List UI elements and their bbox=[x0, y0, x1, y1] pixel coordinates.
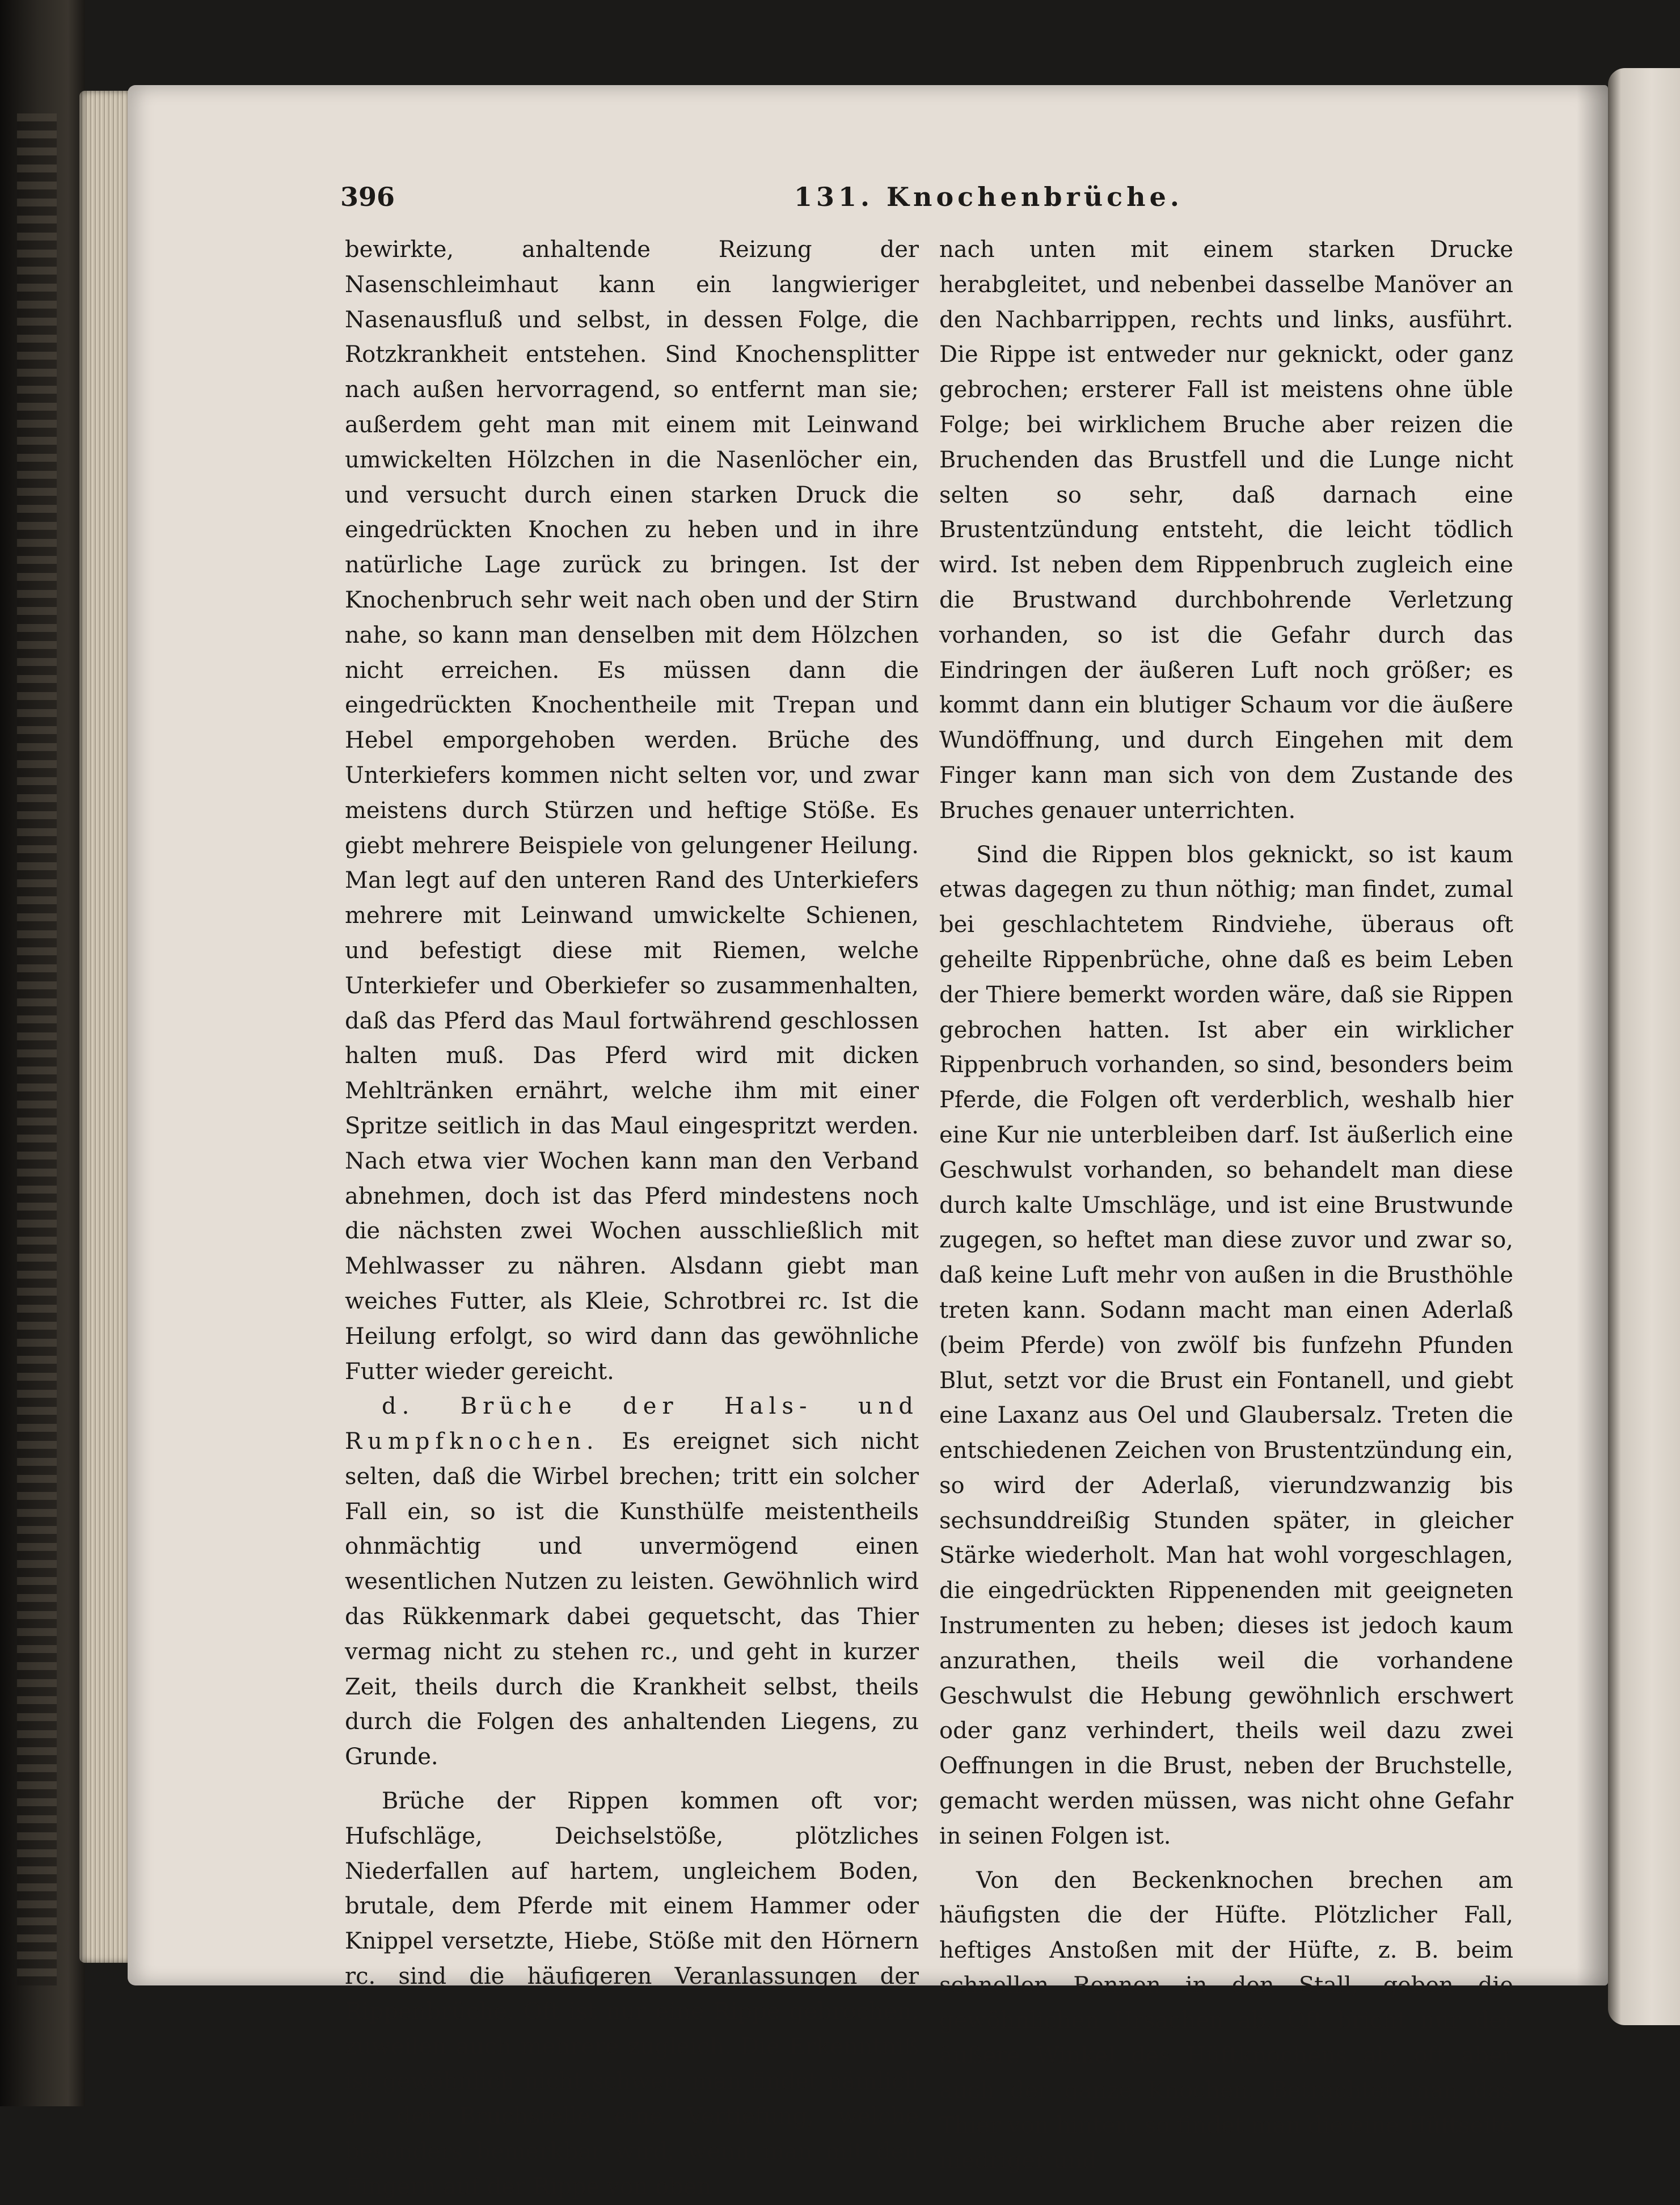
book-spine bbox=[0, 0, 85, 2106]
paragraph-rib-fractures: Brüche der Rippen kommen oft vor; Hufschläge, Deichselstöße, plötzliches Niederfallen auf hartem, ungleichem Boden, brutale, dem Pferde mit einem Hammer oder Knippel versetzte, Hiebe, Stöße mit den Hörnern rc. sind die häufigeren Veranlassungen der Rippenbrüche. Oft ist nur eine Rippe gebrochen, zuweilen auch mehrere zugleich. Die Erkenntniß ist gewöhnlich nicht schwer; man findet nämlich an der Bruchstelle eine Vertiefung, welche besonders bemerkbar wird, wenn man mit den Fingern auf der Rippe von oben bbox=[345, 1788, 919, 2200]
paragraph-rib-treatment: Sind die Rippen blos geknickt, so ist kaum etwas dagegen zu thun nöthig; man findet, zumal bei geschlachtetem Rindviehe, überaus oft geheilte Rippenbrüche, ohne daß es beim Leben der Thiere bemerkt worden wäre, daß sie Rippen gebrochen hatten. Ist aber ein wirklicher Rippenbruch vorhanden, so sind, besonders beim Pferde, die Folgen oft verderblich, weshalb hier eine Kur nie unterbleiben darf. Ist äußerlich eine Geschwulst vorhanden, so behandelt man diese durch kalte Umschläge, und ist eine Brustwunde zugegen, so heftet man diese zuvor und zwar so, daß keine Luft mehr von außen in die Brusthöhle treten kann. Sodann macht man einen Aderlaß (beim Pferde) von zwölf bis funfzehn Pfunden Blut, setzt vor die Brust ein Fontanell, und giebt eine Laxanz aus Oel und Glaubersalz. Treten die entschiedenen Zeichen von Brustentzündung ein, so wird der Aderlaß, vierundzwanzig bis sechsunddreißig Stunden später, in gleicher Stärke wiederholt. Man hat wohl vorgeschlagen, die eingedrückten Rippenenden mit geeigneten Instrumenten zu heben; dieses ist jedoch kaum anzurathen, theils weil die vorhandene Geschwulst die Hebung gewöhnlich erschwert oder ganz verhindert, theils weil dazu zwei Oeffnungen in die Brust, neben der Bruchstelle, gemacht werden müssen, was nicht ohne Gefahr in seinen Folgen ist. bbox=[939, 841, 1513, 1849]
page-header bbox=[340, 182, 1531, 216]
page-number: 396 bbox=[340, 182, 395, 212]
paragraph-continued: bewirkte, anhaltende Reizung der Nasenschleimhaut kann ein langwieriger Nasenausfluß und selbst, in dessen Folge, die Rotzkrankheit entstehen. Sind Knochensplitter nach außen hervorragend, so entfernt man sie; außerdem geht man mit einem mit Leinwand umwickelten Hölzchen in die Nasenlöcher ein, und versucht durch einen starken Druck die eingedrückten Knochen zu heben und in ihre natürliche Lage zurück zu bringen. Ist der Knochenbruch sehr weit nach oben und der Stirn nahe, so kann man denselben mit dem Hölzchen nicht erreichen. Es müssen dann die eingedrückten Knochentheile mit Trepan und Hebel emporgehoben werden. Brüche des Unterkiefers kommen nicht selten vor, und zwar meistens durch Stürzen und heftige Stöße. Es giebt mehrere Beispiele von gelungener Heilung. Man legt auf den unteren Rand des Unterkiefers mehrere mit Leinwand umwickelte Schienen, und befestigt diese mit Riemen, welche Unterkiefer und Oberkiefer so zusammenhalten, daß das Pferd das Maul fortwährend geschlossen halten muß. Das Pferd wird mit dicken Mehltränken ernährt, welche ihm mit einer Spritze seitlich in das Maul eingespritzt werden. Nach etwa vier Wochen kann man den Verband abnehmen, doch ist das Pferd mindestens noch die nächsten zwei Wochen ausschließlich mit Mehlwasser zu nähren. Alsdann giebt man weiches Futter, als Kleie, Schrotbrei rc. Ist die Heilung erfolgt, so wird dann das gewöhnliche Futter wieder gereicht. bbox=[345, 237, 919, 1385]
facing-page-edge bbox=[1608, 68, 1680, 2025]
paragraph-section-d bbox=[345, 1389, 919, 1775]
left-column bbox=[345, 233, 919, 2205]
section-heading: d. Brüche der Hals- und Rumpfknochen. bbox=[345, 1393, 919, 1455]
section-text: Es ereignet sich nicht selten, daß die Wirbel brechen; tritt ein solcher Fall ein, so ist die Kunsthülfe meistentheils ohnmächtig und unvermögend einen wesentlichen Nutzen zu leisten. Gewöhnlich wird das Rükkenmark dabei gequetscht, das Thier vermag nicht zu stehen rc., und geht in kurzer Zeit, theils durch die Krankheit selbst, theils durch die Folgen des anhaltenden Liegens, zu Grunde. bbox=[345, 1428, 919, 1770]
paragraph-continued: nach unten mit einem starken Drucke herabgleitet, und nebenbei dasselbe Manöver an den Nachbarrippen, rechts und links, ausführt. Die Rippe ist entweder nur geknickt, oder ganz gebrochen; ersterer Fall ist meistens ohne üble Folge; bei wirklichem Bruche aber reizen die Bruchenden das Brustfell und die Lunge nicht selten so sehr, daß darnach eine Brustentzündung entsteht, die leicht tödlich wird. Ist neben dem Rippenbruch zugleich eine die Brustwand durchbohrende Verletzung vorhanden, so ist die Gefahr durch das Eindringen der äußeren Luft noch größer; es kommt dann ein blutiger Schaum vor die äußere Wundöffnung, und durch Eingehen mit dem Finger kann man sich von dem Zustande des Bruches genauer unterrichten. bbox=[939, 237, 1513, 824]
paragraph-pelvic-fractures: Von den Beckenknochen brechen am häufigsten die der Hüfte. Plötzlicher Fall, heftiges Anstoßen mit der Hüfte, z. B. beim schnellen Rennen in den Stall, geben die gewöhnlichen Ursachen ab. Oft bricht nur der äußere Winkel des Hüftknochens ab, oft aber auch der ganze Knochen. Betrachtet man das Thier von hinten, so findet man die eine Hüftseite niedriger und bbox=[939, 1867, 1513, 2174]
running-head: 131. Knochenbrüche. bbox=[794, 182, 1183, 212]
right-column bbox=[939, 233, 1513, 2179]
